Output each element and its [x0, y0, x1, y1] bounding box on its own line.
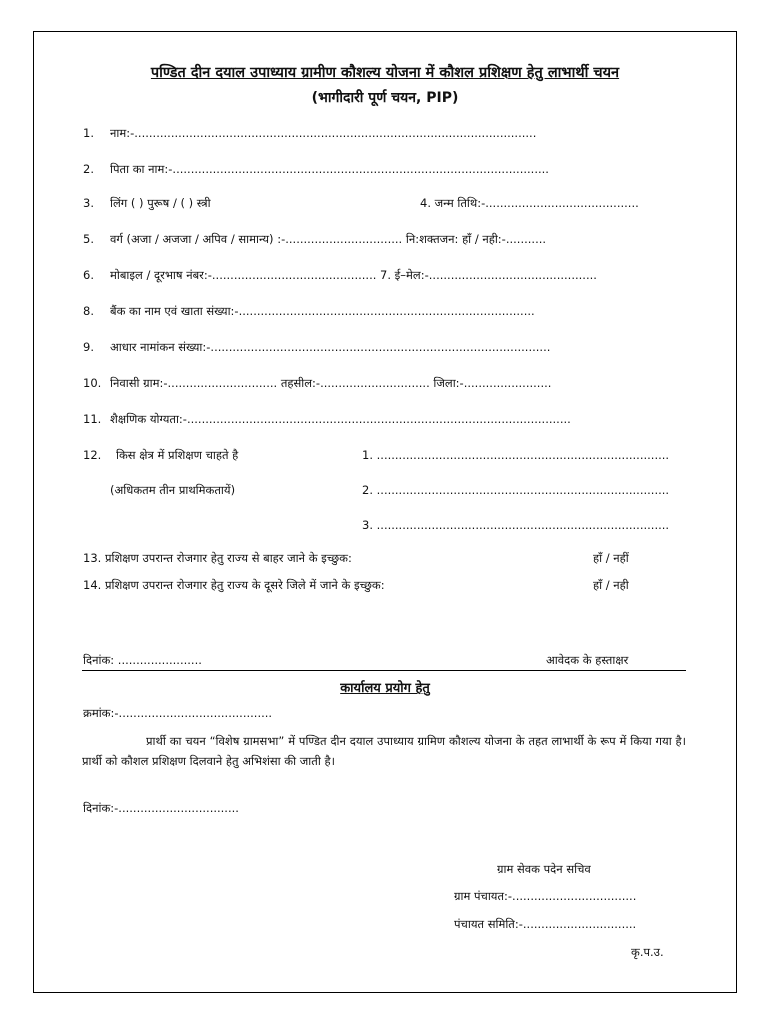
applicant-signature: आवेदक के हस्ताक्षर — [546, 653, 629, 667]
office-serial-number[interactable]: क्रमांक:-.......................................... — [83, 706, 273, 720]
field-1-number: 1. — [83, 126, 94, 140]
field-birth-date[interactable]: 4. जन्म तिथि:-.......................................... — [420, 196, 639, 210]
field-12-number: 12. — [83, 448, 102, 462]
panchayat-samiti-field[interactable]: पंचायत समिति:-............................... — [454, 917, 637, 931]
training-field-label: किस क्षेत्र में प्रशिक्षण चाहते है — [116, 448, 239, 462]
field-name[interactable]: नाम:-.............................................................................................................. — [110, 126, 537, 140]
field-address[interactable]: निवासी ग्राम:-.............................. तहसील:-.............................. जिला:-........................ — [110, 376, 552, 390]
field-other-district: 14. प्रशिक्षण उपरान्त रोजगार हेतु राज्य के दूसरे जिले में जाने के इच्छुक: — [83, 578, 385, 592]
field-3-number: 3. — [83, 196, 94, 210]
field-category[interactable]: वर्ग (अजा / अजजा / अपिव / सामान्य) :-................................ नि:शक्तजन: हाँ / नही:-........... — [110, 232, 547, 246]
field-gender[interactable]: लिंग ( ) पुरूष / ( ) स्त्री — [110, 196, 211, 210]
outside-state-answer[interactable]: हाँ / नहीं — [593, 551, 629, 565]
form-title: पण्डित दीन दयाल उपाध्याय ग्रामीण कौशल्य योजना में कौशल प्रशिक्षण हेतु लाभार्थी चयन — [150, 65, 620, 81]
office-date[interactable]: दिनांक:-................................. — [83, 801, 239, 815]
field-11-number: 11. — [83, 412, 102, 426]
field-6-number: 6. — [83, 268, 94, 282]
field-mobile-email[interactable]: मोबाइल / दूरभाष नंबर:-............................................. 7. ई–मेल:-.............................................. — [110, 268, 597, 282]
field-8-number: 8. — [83, 304, 94, 318]
training-choice-2[interactable]: 2. ................................................................................ — [362, 483, 670, 497]
gram-panchayat-field[interactable]: ग्राम पंचायत:-.................................. — [454, 889, 637, 903]
field-5-number: 5. — [83, 232, 94, 246]
field-father-name[interactable]: पिता का नाम:-....................................................................................................... — [110, 162, 549, 176]
training-field-note: (अधिकतम तीन प्राथमिकतायें) — [110, 483, 236, 497]
form-subtitle: (भागीदारी पूर्ण चयन, PIP) — [311, 90, 459, 106]
divider — [82, 670, 686, 671]
office-recommendation-text: प्रार्थी का चयन “विशेष ग्रामसभा” में पण्डित दीन दयाल उपाध्याय ग्रामिण कौशल्य योजना के तहत लाभार्थी के रूप में किया गया है। प्रार्थी को कौशल प्रशिक्षण दिलवाने हेतु अभिशंसा की जाती है। — [82, 734, 686, 768]
applicant-date[interactable]: दिनांक: ....................... — [83, 653, 202, 667]
please-turn-over: कृ.प.उ. — [631, 945, 664, 959]
field-2-number: 2. — [83, 162, 94, 176]
field-9-number: 9. — [83, 340, 94, 354]
field-outside-state: 13. प्रशिक्षण उपरान्त रोजगार हेतु राज्य से बाहर जाने के इच्छुक: — [83, 551, 352, 565]
field-10-number: 10. — [83, 376, 102, 390]
training-choice-3[interactable]: 3. ................................................................................ — [362, 518, 670, 532]
office-use-title: कार्यालय प्रयोग हेतु — [340, 681, 430, 696]
secretary-designation: ग्राम सेवक पदेन सचिव — [497, 862, 591, 876]
other-district-answer[interactable]: हाँ / नही — [593, 578, 629, 592]
field-education[interactable]: शैक्षणिक योग्यता:-......................................................................................................... — [110, 412, 571, 426]
training-choice-1[interactable]: 1. ................................................................................ — [362, 448, 670, 462]
field-bank-account[interactable]: बैंक का नाम एवं खाता संख्या:-................................................................................. — [110, 304, 535, 318]
field-aadhaar[interactable]: आधार नामांकन संख्या:-............................................................................................. — [110, 340, 551, 354]
